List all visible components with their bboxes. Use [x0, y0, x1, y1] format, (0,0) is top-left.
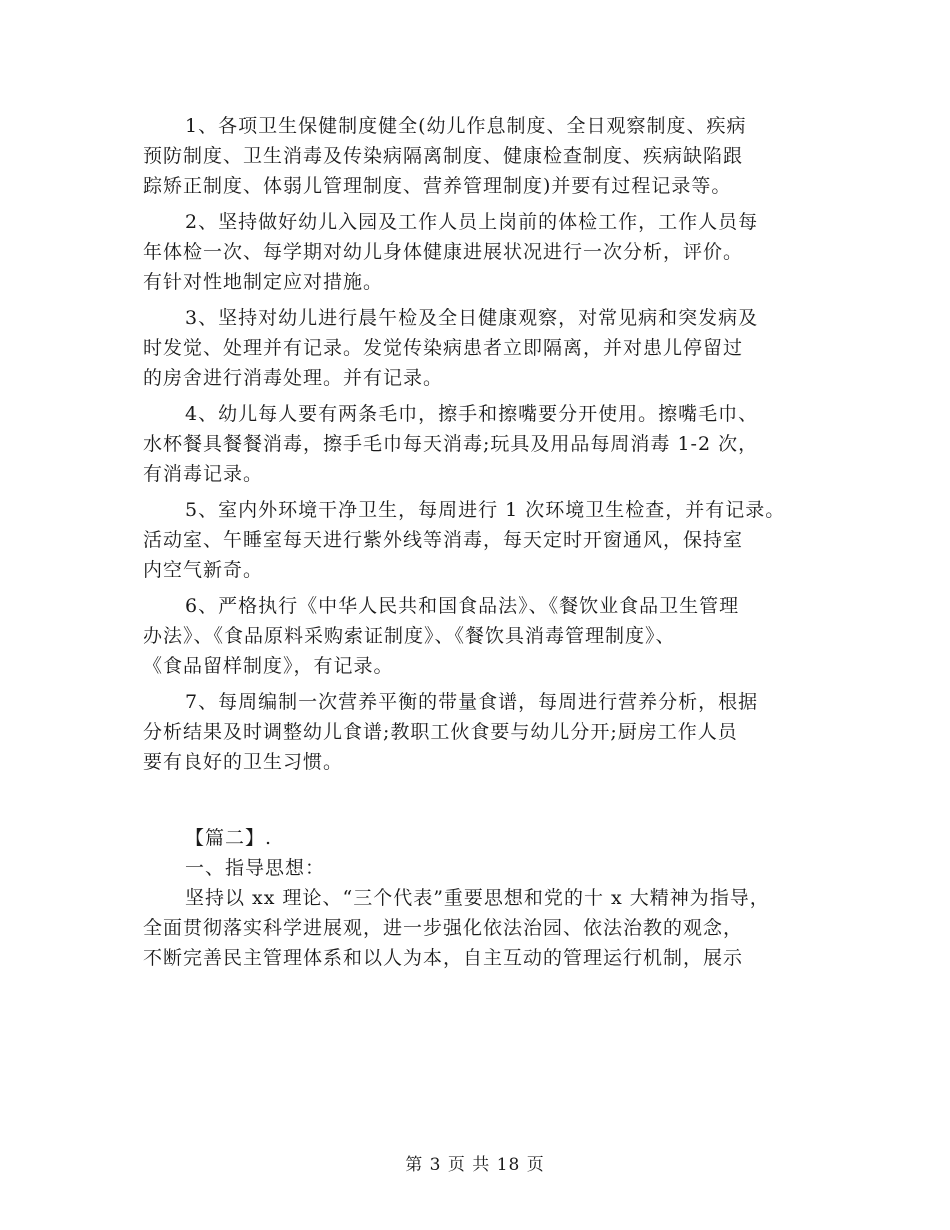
section-heading: 【篇二】. — [185, 827, 273, 849]
paragraph-line: 要有良好的卫生习惯。 — [143, 751, 344, 773]
paragraph-line: 办法》、《食品原料采购索证制度》、《餐饮具消毒管理制度》、 — [143, 625, 676, 647]
paragraph-line: 时发觉、处理并有记录。发觉传染病患者立即隔离，并对患儿停留过 — [143, 337, 744, 359]
paragraph-line: 坚持以 xx 理论、“三个代表”重要思想和党的十 x 大精神为指导， — [185, 887, 770, 909]
paragraph-line: 不断完善民主管理体系和以人为本，自主互动的管理运行机制，展示 — [143, 947, 744, 969]
paragraph-line: 的房舍进行消毒处理。并有记录。 — [143, 367, 444, 389]
paragraph-line: 有针对性地制定应对措施。 — [143, 271, 384, 293]
paragraph-line: 有消毒记录。 — [143, 463, 264, 485]
paragraph-line: 年体检一次、每学期对幼儿身体健康进展状况进行一次分析，评价。 — [143, 241, 744, 263]
paragraph-7 — [143, 687, 823, 777]
paragraph-3 — [143, 303, 823, 393]
paragraph-line: 活动室、午睡室每天进行紫外线等消毒，每天定时开窗通风，保持室 — [143, 529, 744, 551]
paragraph-line: 1、各项卫生保健制度健全(幼儿作息制度、全日观察制度、疾病 — [185, 115, 747, 137]
paragraph-line: 5、室内外环境干净卫生，每周进行 1 次环境卫生检查，并有记录。 — [185, 499, 786, 521]
paragraph-line: 全面贯彻落实科学进展观，进一步强化依法治园、依法治教的观念， — [143, 917, 744, 939]
paragraph-line: 踪矫正制度、体弱儿管理制度、营养管理制度)并要有过程记录等。 — [143, 175, 732, 197]
paragraph-line: 6、严格执行《中华人民共和国食品法》、《餐饮业食品卫生管理 — [185, 595, 740, 617]
paragraph-2 — [143, 207, 823, 297]
paragraph-line: 水杯餐具餐餐消毒，擦手毛巾每天消毒;玩具及用品每周消毒 1-2 次， — [143, 433, 759, 455]
paragraph-6 — [143, 591, 823, 681]
paragraph-line: 2、坚持做好幼儿入园及工作人员上岗前的体检工作，工作人员每 — [185, 211, 759, 233]
section-two — [143, 823, 823, 973]
page-number-footer: 第 3 页 共 18 页 — [405, 1155, 545, 1175]
paragraph-line: 《食品留样制度》，有记录。 — [143, 655, 394, 677]
paragraph-4 — [143, 399, 823, 489]
section-gap — [143, 783, 823, 823]
paragraph-line: 分析结果及时调整幼儿食谱;教职工伙食要与幼儿分开;厨房工作人员 — [143, 721, 738, 743]
section-subheading: 一、指导思想： — [185, 857, 326, 879]
paragraph-line: 3、坚持对幼儿进行晨午检及全日健康观察，对常见病和突发病及 — [185, 307, 759, 329]
paragraph-line: 预防制度、卫生消毒及传染病隔离制度、健康检查制度、疾病缺陷跟 — [143, 145, 744, 167]
paragraph-5 — [143, 495, 823, 585]
paragraph-line: 内空气新奇。 — [143, 559, 264, 581]
document-body — [143, 111, 823, 979]
paragraph-1 — [143, 111, 823, 201]
paragraph-line: 4、幼儿每人要有两条毛巾，擦手和擦嘴要分开使用。擦嘴毛巾、 — [185, 403, 759, 425]
paragraph-line: 7、每周编制一次营养平衡的带量食谱，每周进行营养分析，根据 — [185, 691, 759, 713]
